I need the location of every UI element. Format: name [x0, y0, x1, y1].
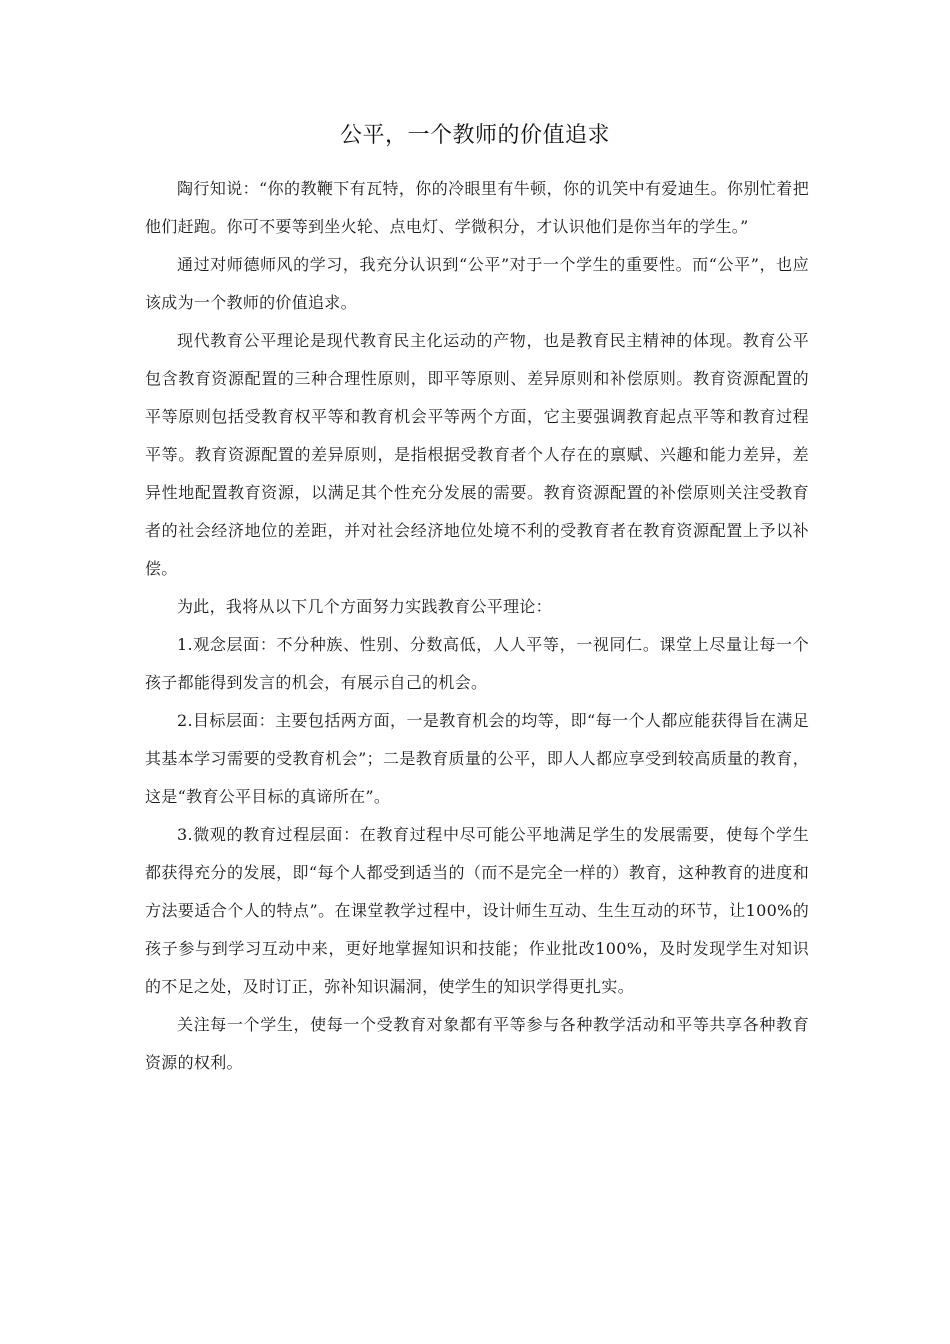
paragraph-point-1: 1.观念层面：不分种族、性别、分数高低，人人平等，一视同仁。课堂上尽量让每一个孩子都能得到发言的机会，有展示自己的机会。: [145, 635, 809, 692]
paragraph-point-3: 3.微观的教育过程层面：在教育过程中尽可能公平地满足学生的发展需要，使每个学生都获得充分的发展，即“每个人都受到适当的（而不是完全一样的）教育，这种教育的进度和方法要适合个人的特点”。在课堂教学过程中，设计师生互动、生生互动的环节，让100%的孩子参与到学习互动中来，更好地掌握知识和技能；作业批改100%，及时发现学生对知识的不足之处，及时订正，弥补知识漏洞，使学生的知识学得更扎实。: [145, 825, 809, 996]
paragraph-point-2: 2.目标层面：主要包括两方面，一是教育机会的均等，即“每一个人都应能获得旨在满足其基本学习需要的受教育机会”；二是教育质量的公平，即人人都应享受到较高质量的教育，这是“教育公平目标的真谛所在”。: [145, 711, 809, 806]
paragraph-plan: 为此，我将从以下几个方面努力实践教育公平理论：: [177, 597, 552, 616]
document-body: [145, 170, 809, 1082]
document-title: 公平，一个教师的价值追求: [339, 123, 610, 148]
paragraph-intro: 通过对师德师风的学习，我充分认识到“公平”对于一个学生的重要性。而“公平”，也应该成为一个教师的价值追求。: [145, 255, 809, 312]
paragraph-theory: 现代教育公平理论是现代教育民主化运动的产物，也是教育民主精神的体现。教育公平包含教育资源配置的三种合理性原则，即平等原则、差异原则和补偿原则。教育资源配置的平等原则包括受教育权平等和教育机会平等两个方面，它主要强调教育起点平等和教育过程平等。教育资源配置的差异原则，是指根据受教育者个人存在的禀赋、兴趣和能力差异，差异性地配置教育资源，以满足其个性充分发展的需要。教育资源配置的补偿原则关注受教育者的社会经济地位的差距，并对社会经济地位处境不利的受教育者在教育资源配置上予以补偿。: [145, 331, 809, 578]
paragraph-conclusion: 关注每一个学生，使每一个受教育对象都有平等参与各种教学活动和平等共享各种教育资源的权利。: [145, 1015, 809, 1072]
paragraph-quote: 陶行知说：“你的教鞭下有瓦特，你的冷眼里有牛顿，你的讥笑中有爱迪生。你别忙着把他们赶跑。你可不要等到坐火轮、点电灯、学微积分，才认识他们是你当年的学生。”: [145, 179, 809, 236]
